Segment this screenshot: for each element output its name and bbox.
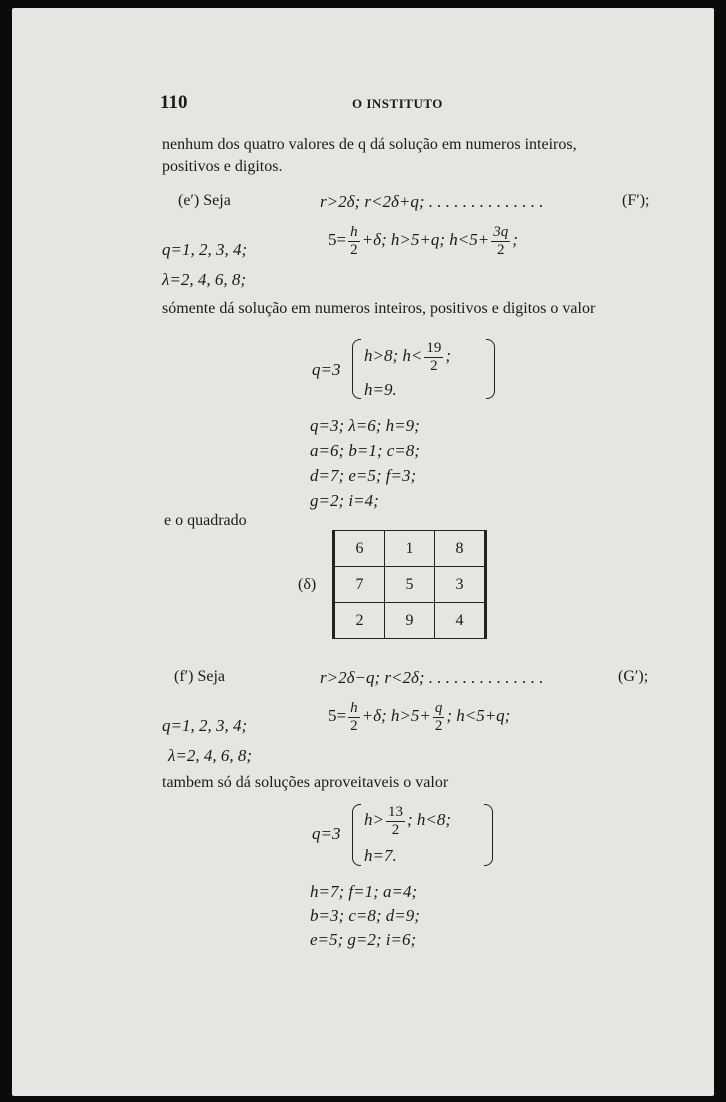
running-title: O INSTITUTO: [352, 96, 443, 111]
case-f-condition: r>2δ−q; r<2δ; . . . . . . . . . . . . . .: [320, 668, 544, 687]
square-cell: 5: [385, 567, 435, 603]
case-e-lambda-values: λ=2, 4, 6, 8;: [162, 270, 246, 289]
case-f-lambda-values: λ=2, 4, 6, 8;: [168, 746, 252, 765]
square-row: [334, 531, 486, 567]
case-e-label: (e′) Seja: [178, 192, 231, 209]
case-f-result-1: h=7; f=1; a=4;: [310, 882, 418, 901]
case-f-result-2: b=3; c=8; d=9;: [310, 906, 420, 925]
book-page: [12, 8, 714, 1096]
square-cell: 8: [435, 531, 486, 567]
case-f-result-3: e=5; g=2; i=6;: [310, 930, 417, 949]
square-cell: 1: [385, 531, 435, 567]
magic-square: [332, 530, 487, 639]
square-cell: 2: [334, 603, 385, 639]
case-f-ref: (G′);: [618, 668, 649, 685]
square-cell: 9: [385, 603, 435, 639]
case-e-condition: r>2δ; r<2δ+q; . . . . . . . . . . . . . .: [320, 192, 544, 211]
square-row: [334, 567, 486, 603]
square-row: [334, 603, 486, 639]
intro-line-1: nenhum dos quatro valores de q dá solução em numeros inteiros,: [162, 136, 577, 153]
quadrado-text: e o quadrado: [164, 512, 247, 529]
case-e-brace-line-1: h>8; h< $\frac{19}{2}$ ;: [364, 340, 452, 374]
case-e-result-3: d=7; e=5; f=3;: [310, 466, 417, 485]
case-f-q-values: q=1, 2, 3, 4;: [162, 716, 248, 735]
square-cell: 6: [334, 531, 385, 567]
case-e-result-2: a=6; b=1; c=8;: [310, 441, 420, 460]
case-e-q-values: q=1, 2, 3, 4;: [162, 240, 248, 259]
case-f-text: tambem só dá soluções aproveitaveis o valor: [162, 774, 449, 791]
left-brace: [352, 804, 361, 866]
case-e-equation: 5= $\frac{h}{2}$ +δ; h>5+q; h<5+ $\frac{3q}{2}$ ;: [328, 224, 518, 258]
case-e-brace-line-2: h=9.: [364, 380, 397, 399]
case-e-q3: q=3: [312, 360, 341, 379]
case-f-brace-line-2: h=7.: [364, 846, 397, 865]
square-label: (δ): [298, 576, 317, 593]
square-cell: 3: [435, 567, 486, 603]
left-brace: [352, 339, 361, 399]
square-cell: 4: [435, 603, 486, 639]
case-f-label: (f′) Seja: [174, 668, 226, 685]
case-f-brace-line-1: h> $\frac{13}{2}$ ; h<8;: [364, 804, 452, 838]
case-f-equation: 5= $\frac{h}{2}$ +δ; h>5+ $\frac{q}{2}$ ; h<5+q;: [328, 700, 511, 734]
case-e-ref: (F′);: [622, 192, 650, 209]
case-e-result-4: g=2; i=4;: [310, 491, 379, 510]
right-brace: [486, 339, 495, 399]
case-e-text: sómente dá solução em numeros inteiros, positivos e digitos o valor: [162, 300, 596, 317]
page-number: 110: [160, 92, 188, 113]
case-f-q3: q=3: [312, 824, 341, 843]
square-cell: 7: [334, 567, 385, 603]
case-e-result-1: q=3; λ=6; h=9;: [310, 416, 420, 435]
intro-line-2: positivos e digitos.: [162, 158, 283, 175]
right-brace: [484, 804, 493, 866]
